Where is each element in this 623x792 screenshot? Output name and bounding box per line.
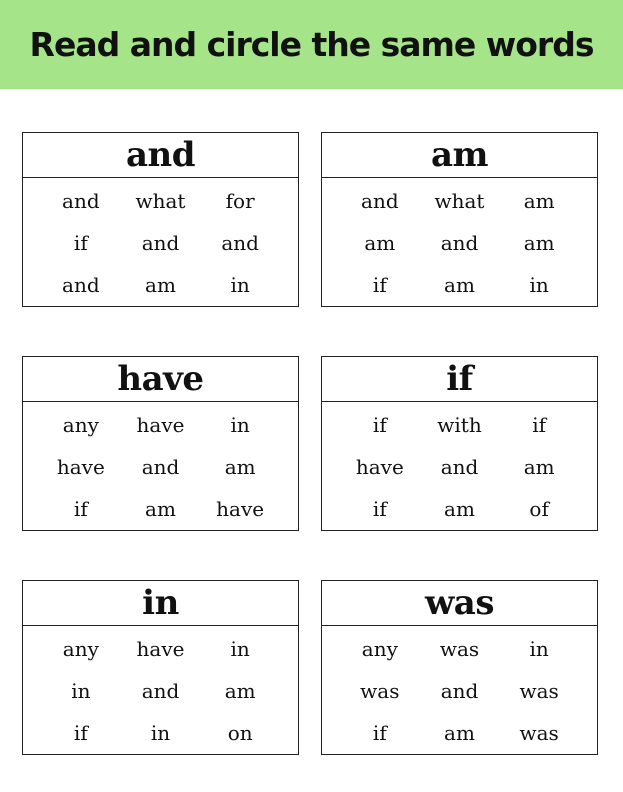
word-item[interactable]: have: [216, 497, 265, 521]
word-item[interactable]: have: [56, 455, 105, 479]
word-item[interactable]: in: [529, 637, 549, 661]
word-item[interactable]: am: [444, 497, 475, 521]
word-item[interactable]: in: [150, 721, 171, 745]
word-card-was: [321, 580, 598, 755]
word-item[interactable]: was: [360, 679, 400, 703]
word-item[interactable]: if: [372, 413, 387, 437]
word-item[interactable]: and: [440, 231, 479, 255]
word-grid: [23, 178, 298, 306]
card-title: was: [322, 581, 597, 626]
word-card-and: [22, 132, 299, 307]
word-item[interactable]: am: [145, 273, 176, 297]
word-item[interactable]: in: [230, 637, 250, 661]
word-item[interactable]: what: [434, 189, 485, 213]
word-item[interactable]: and: [62, 273, 100, 297]
word-item[interactable]: if: [73, 231, 88, 255]
word-item[interactable]: have: [136, 413, 185, 437]
card-title: am: [322, 133, 597, 178]
card-title: and: [23, 133, 298, 178]
word-item[interactable]: in: [71, 679, 91, 703]
word-item[interactable]: am: [444, 721, 475, 745]
word-item[interactable]: of: [529, 497, 549, 521]
word-item[interactable]: and: [440, 679, 479, 703]
word-grid: [23, 402, 298, 530]
word-card-if: [321, 356, 598, 531]
word-card-have: [22, 356, 299, 531]
word-item[interactable]: am: [444, 273, 475, 297]
word-item[interactable]: have: [355, 455, 404, 479]
word-item[interactable]: was: [439, 637, 480, 661]
word-item[interactable]: am: [224, 679, 256, 703]
word-item[interactable]: and: [361, 189, 399, 213]
card-title: have: [23, 357, 298, 402]
word-item[interactable]: and: [221, 231, 259, 255]
word-item[interactable]: if: [372, 497, 387, 521]
word-grid: [322, 178, 597, 306]
word-item[interactable]: am: [224, 455, 256, 479]
word-item[interactable]: am: [145, 497, 176, 521]
word-item[interactable]: and: [141, 231, 180, 255]
word-item[interactable]: if: [73, 721, 88, 745]
worksheet-header: [0, 0, 623, 89]
word-item[interactable]: if: [372, 721, 387, 745]
word-item[interactable]: was: [519, 721, 559, 745]
word-item[interactable]: and: [440, 455, 479, 479]
word-item[interactable]: and: [141, 679, 180, 703]
word-grid: [23, 626, 298, 754]
word-item[interactable]: in: [230, 413, 250, 437]
word-item[interactable]: for: [225, 189, 255, 213]
word-item[interactable]: am: [364, 231, 396, 255]
word-item[interactable]: any: [62, 413, 99, 437]
word-card-am: [321, 132, 598, 307]
word-item[interactable]: and: [62, 189, 100, 213]
word-grid: [322, 626, 597, 754]
word-item[interactable]: if: [532, 413, 547, 437]
card-title: if: [322, 357, 597, 402]
word-item[interactable]: any: [62, 637, 99, 661]
word-item[interactable]: on: [227, 721, 253, 745]
word-item[interactable]: in: [230, 273, 250, 297]
word-item[interactable]: am: [523, 231, 555, 255]
word-item[interactable]: was: [519, 679, 559, 703]
word-item[interactable]: am: [523, 455, 555, 479]
card-title: in: [23, 581, 298, 626]
word-item[interactable]: with: [437, 413, 482, 437]
word-grid: [322, 402, 597, 530]
word-item[interactable]: in: [529, 273, 549, 297]
word-item[interactable]: have: [136, 637, 185, 661]
word-item[interactable]: and: [141, 455, 180, 479]
word-item[interactable]: if: [372, 273, 387, 297]
word-item[interactable]: any: [361, 637, 398, 661]
word-card-in: [22, 580, 299, 755]
word-item[interactable]: if: [73, 497, 88, 521]
word-item[interactable]: what: [135, 189, 186, 213]
worksheet-title: Read and circle the same words: [29, 25, 594, 64]
word-item[interactable]: am: [523, 189, 555, 213]
